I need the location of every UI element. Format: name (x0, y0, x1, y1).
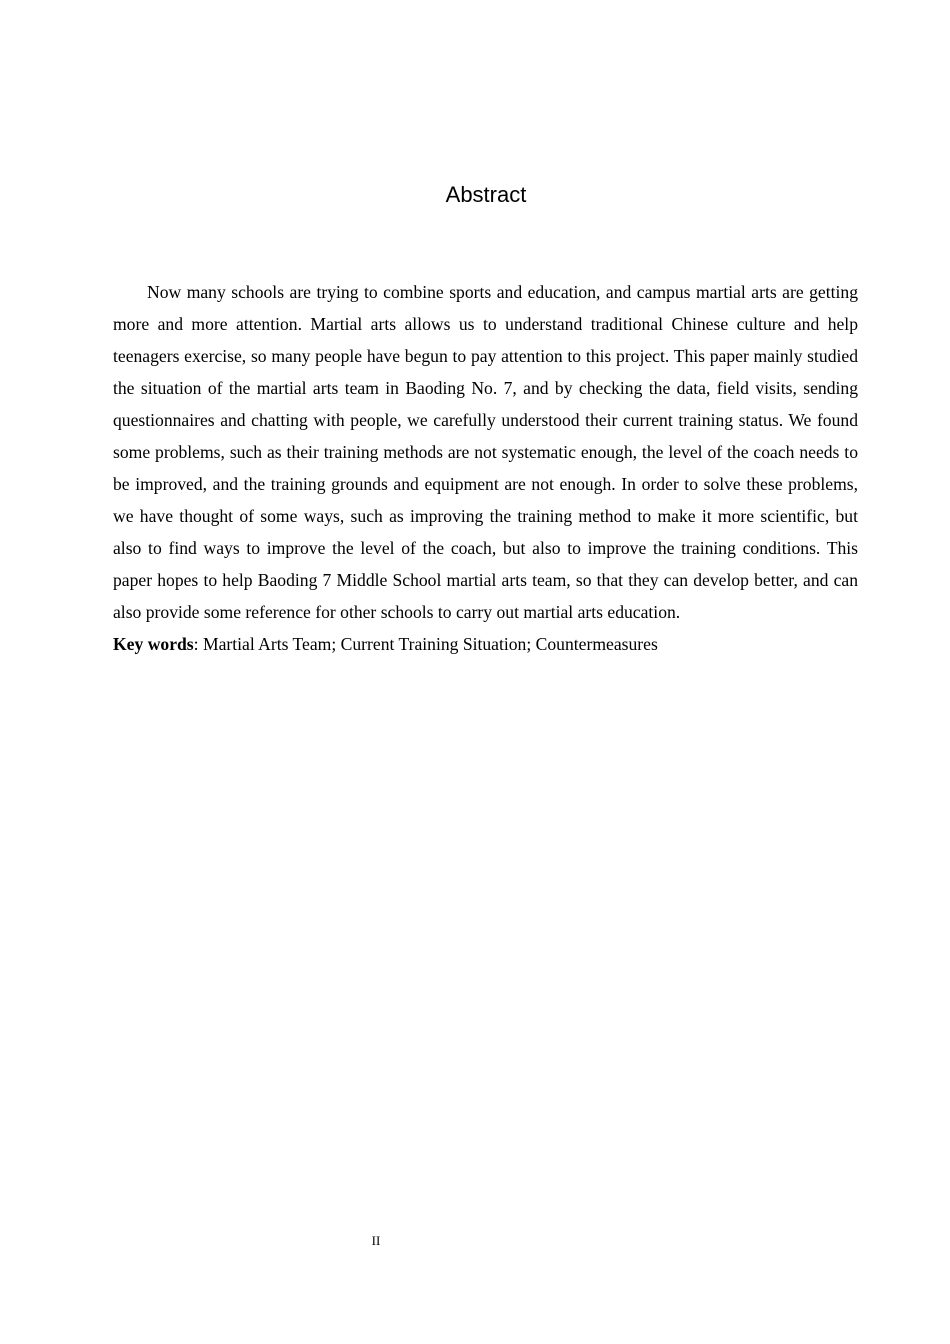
abstract-body (113, 276, 858, 660)
keywords-line (113, 628, 858, 660)
abstract-heading: Abstract (445, 182, 527, 207)
abstract-paragraph: Now many schools are trying to combine sports and education, and campus martial arts are getting more and more attention. Martial arts allows us to understand traditional Chinese culture and help teenagers exercise, so many people have begun to pay attention to this project. This paper mainly studied the situation of the martial arts team in Baoding No. 7, and by checking the data, field visits, sending questionnaires and chatting with people, we carefully understood their current training status. We found some problems, such as their training methods are not systematic enough, the level of the coach needs to be improved, and the training grounds and equipment are not enough. In order to solve these problems, we have thought of some ways, such as improving the training method to make it more scientific, but also to find ways to improve the level of the coach, but also to improve the training conditions. This paper hopes to help Baoding 7 Middle School martial arts team, so that they can develop better, and can also provide some reference for other schools to carry out martial arts education. (113, 282, 858, 622)
page-number: II (371, 1233, 381, 1248)
keywords-text: Martial Arts Team; Current Training Situation; Countermeasures (202, 634, 658, 654)
keywords-separator: : (193, 634, 203, 654)
keywords-label: Key words (113, 634, 194, 654)
